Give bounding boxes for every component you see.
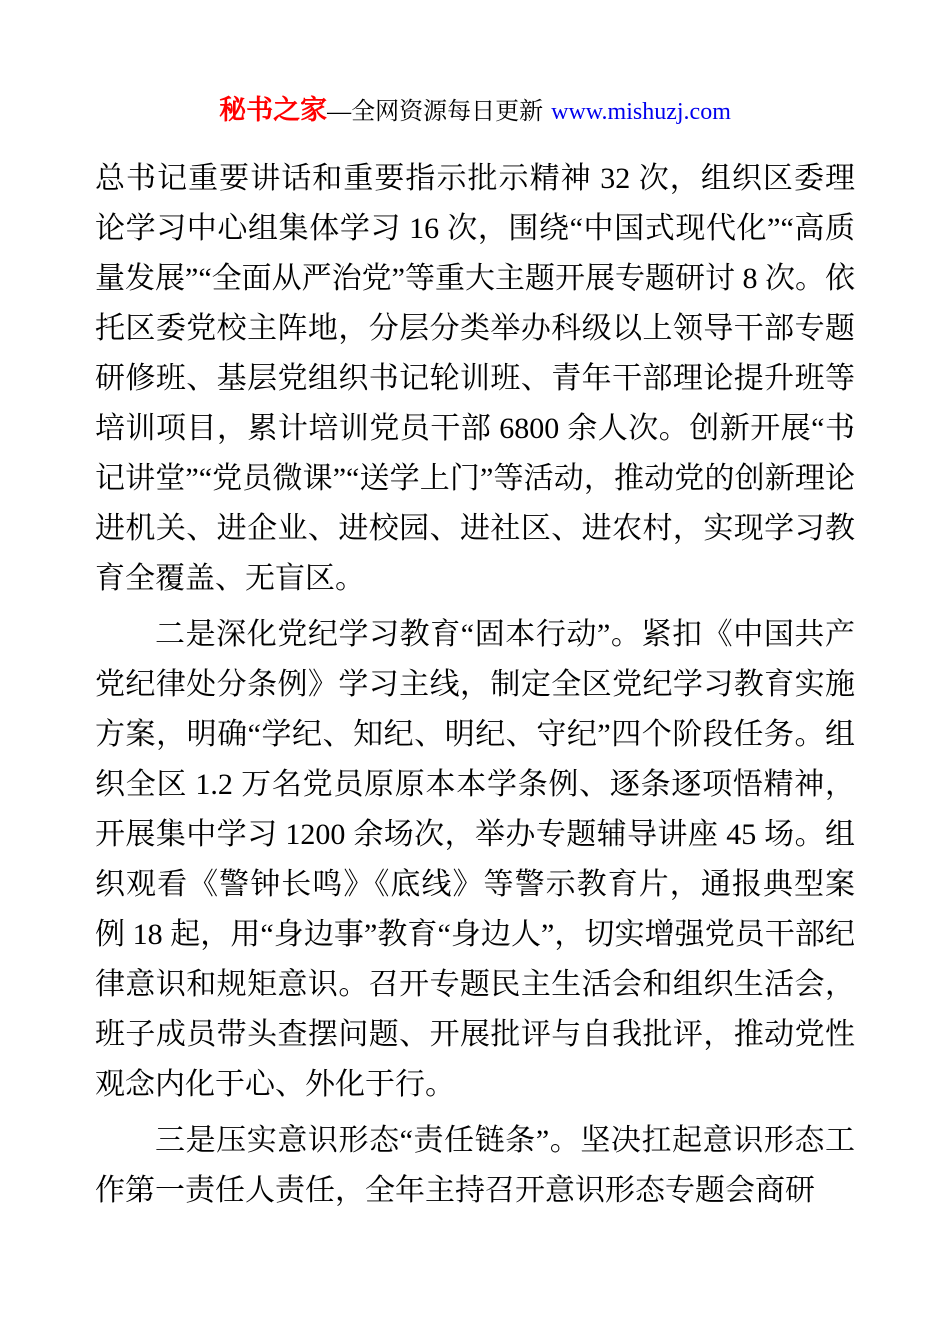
site-url-link[interactable]: www.mishuzj.com xyxy=(551,99,731,125)
site-tagline: —全网资源每日更新 xyxy=(327,99,544,125)
paragraph: 总书记重要讲话和重要指示批示精神 32 次，组织区委理论学习中心组集体学习 16 次，围绕“中国式现代化”“高质量发展”“全面从严治党”等重大主题开展专题研讨 8 次。依托区委党校主阵地，分层分类举办科级以上领导干部专题研修班、基层党组织书记轮训班、青年干部理论提升班等培训项目，累计培训党员干部 6800 余人次。创新开展“书记讲堂”“党员微课”“送学上门”等活动，推动党的创新理论进机关、进企业、进校园、进社区、进农村，实现学习教育全覆盖、无盲区。 xyxy=(95,162,855,595)
site-brand: 秘书之家 xyxy=(219,95,328,125)
paragraph: 二是深化党纪学习教育“固本行动”。紧扣《中国共产党纪律处分条例》学习主线，制定全区党纪学习教育实施方案，明确“学纪、知纪、明纪、守纪”四个阶段任务。组织全区 1.2 万名党员原原本本学条例、逐条逐项悟精神，开展集中学习 1200 余场次，举办专题辅导讲座 45 场。组织观看《警钟长鸣》《底线》等警示教育片，通报典型案例 18 起，用“身边事”教育“身边人”，切实增强党员干部纪律意识和规矩意识。召开专题民主生活会和组织生活会，班子成员带头查摆问题、开展批评与自我批评，推动党性观念内化于心、外化于行。 xyxy=(95,618,855,1101)
page-header xyxy=(0,0,950,132)
paragraph: 三是压实意识形态“责任链条”。坚决扛起意识形态工作第一责任人责任，全年主持召开意识形态专题会商研 xyxy=(95,1124,855,1207)
document-body xyxy=(95,154,855,1216)
